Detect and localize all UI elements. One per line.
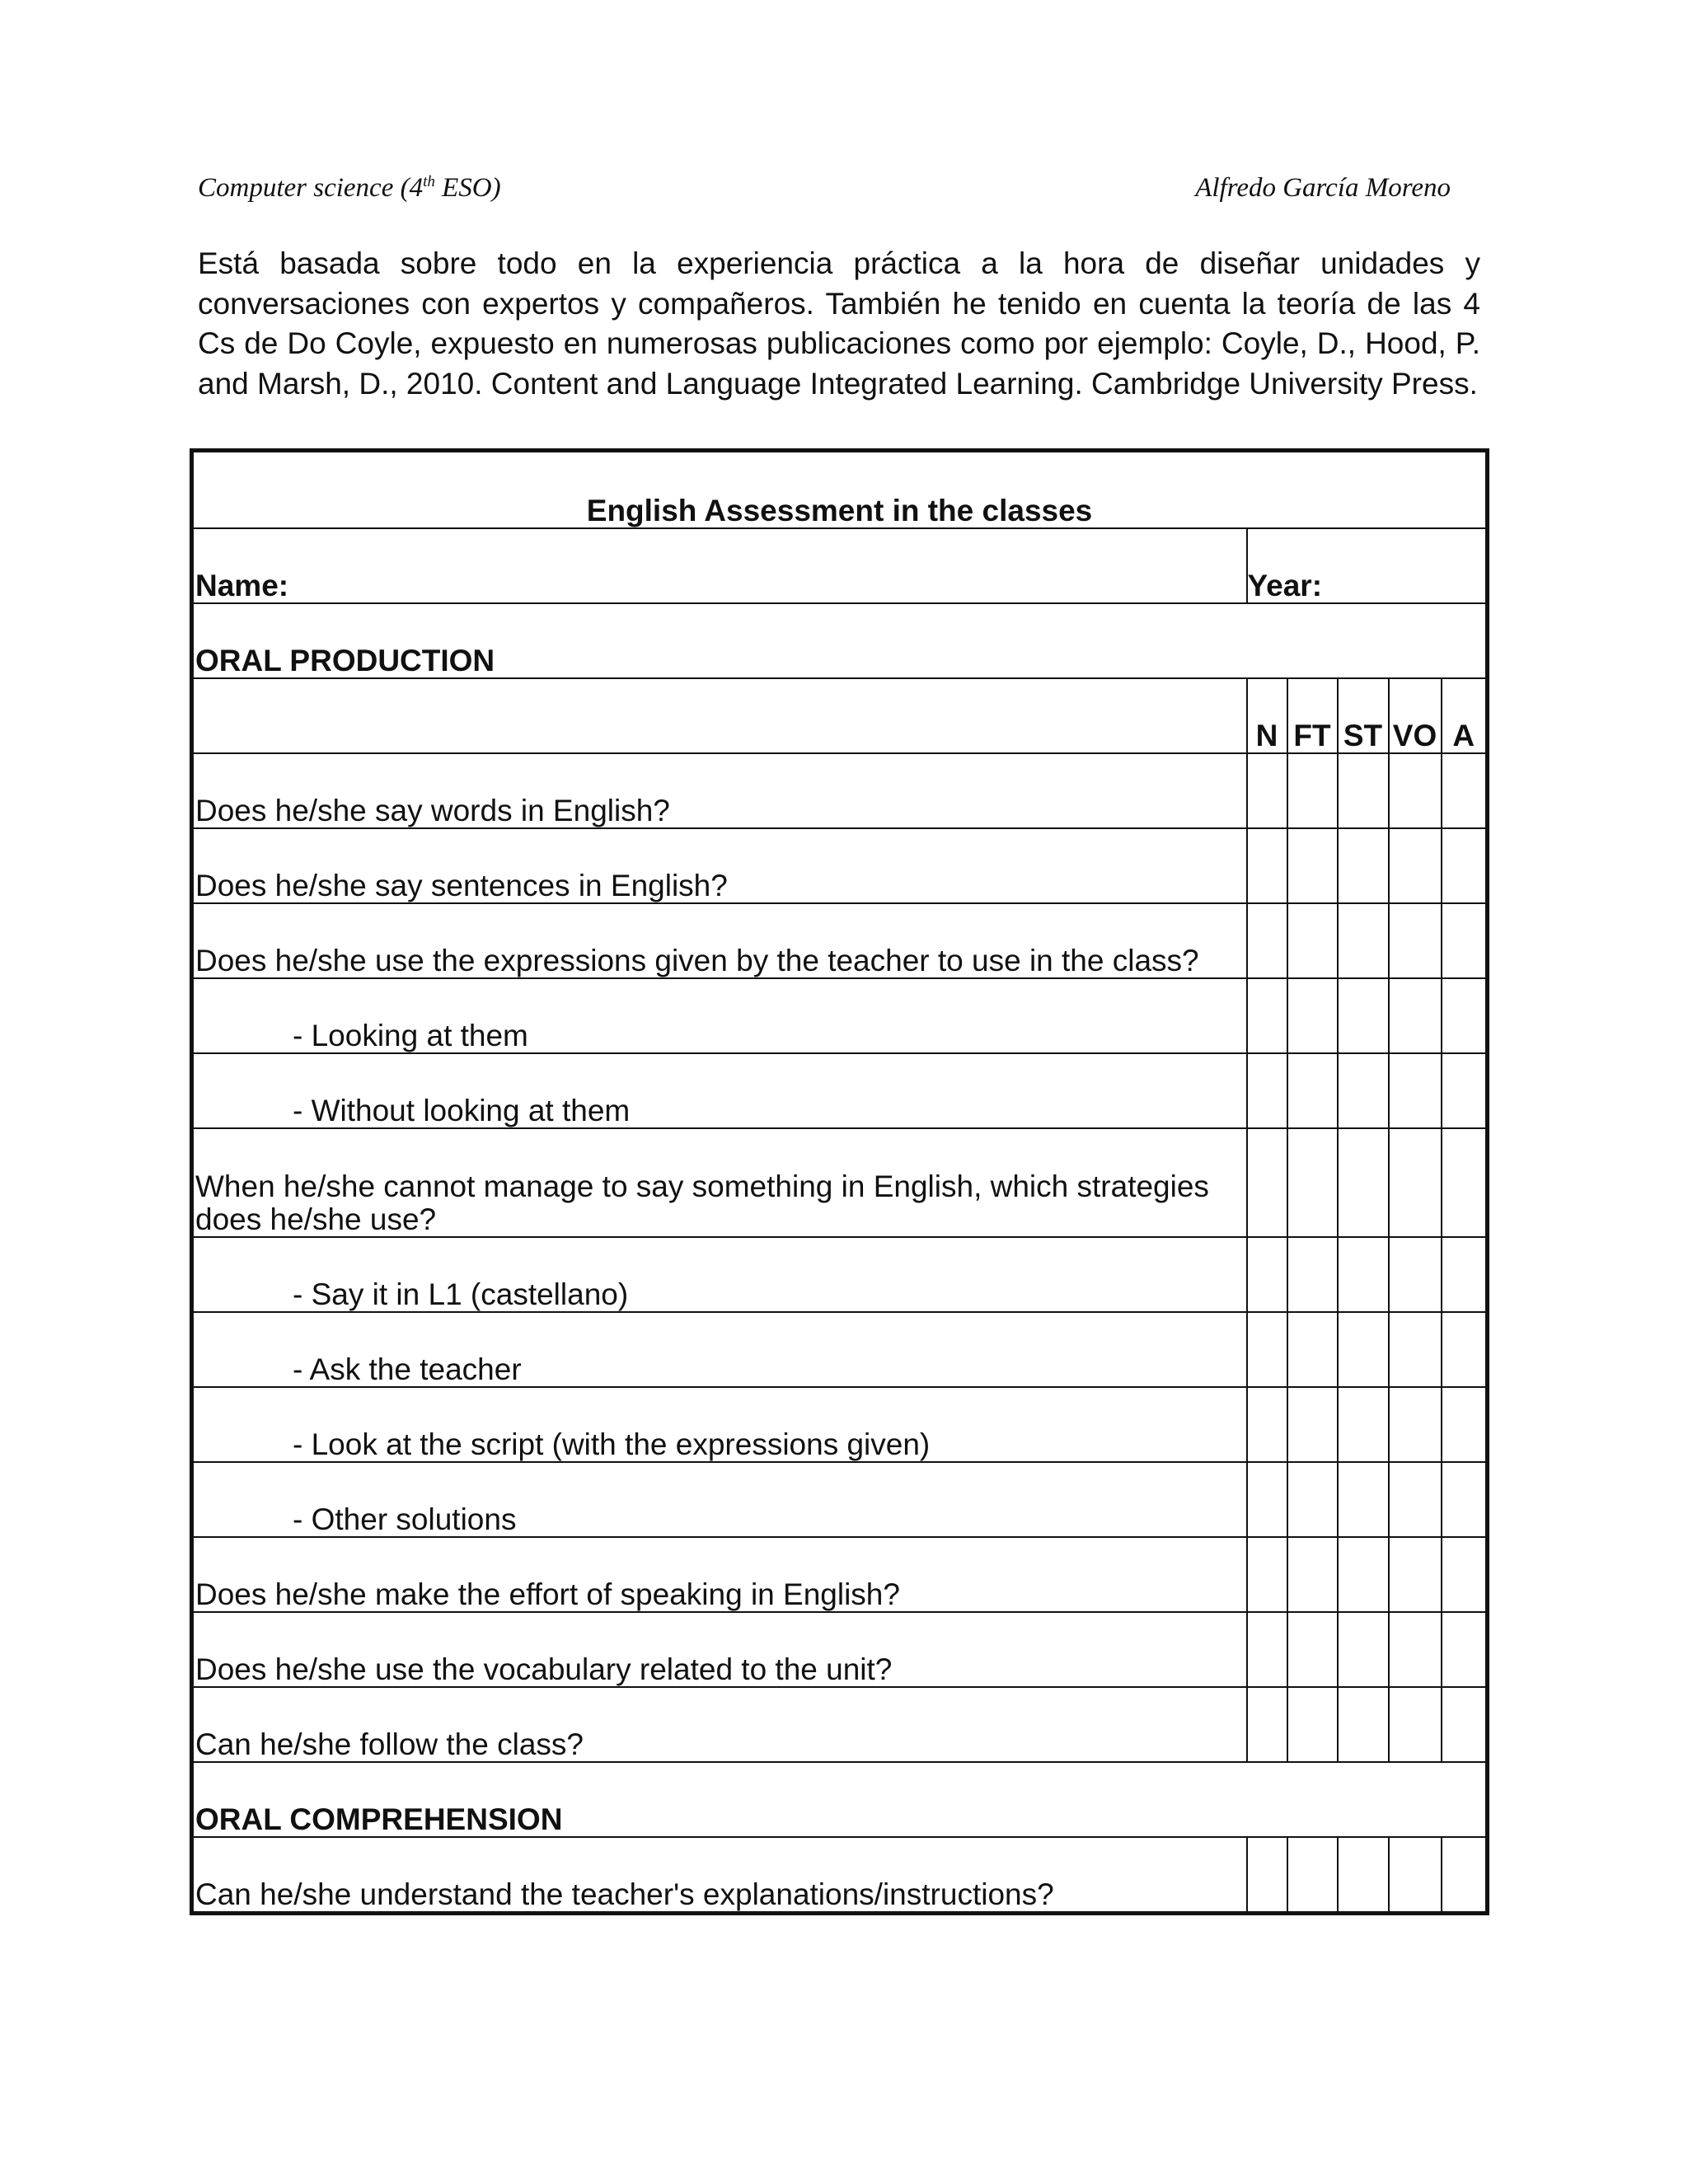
table-row [192,1462,1488,1537]
rating-cell-a[interactable] [1442,753,1488,828]
table-row [192,1687,1488,1762]
header-left: Computer science (4th ESO) [198,173,501,203]
row-question: Can he/she follow the class? [192,1687,1247,1762]
section-oral-comprehension: ORAL COMPREHENSION [192,1762,1488,1837]
row-question: - Looking at them [192,978,1247,1053]
rating-cell-vo[interactable] [1389,1837,1442,1914]
rating-cell-ft[interactable] [1287,828,1338,903]
rating-cell-st[interactable] [1338,1237,1389,1312]
table-row [192,1237,1488,1312]
rating-cell-n[interactable] [1247,1687,1287,1762]
rating-cell-a[interactable] [1442,1837,1488,1914]
rating-cell-ft[interactable] [1287,978,1338,1053]
header-right: Alfredo García Moreno [1195,173,1451,203]
rating-cell-a[interactable] [1442,1387,1488,1462]
table-row [192,828,1488,903]
column-header-a: A [1442,678,1488,753]
rating-cell-a[interactable] [1442,903,1488,978]
row-question: Does he/she use the expressions given by the teacher to use in the class? [192,903,1247,978]
rating-cell-ft[interactable] [1287,1312,1338,1387]
rating-cell-a[interactable] [1442,1462,1488,1537]
rating-cell-vo[interactable] [1389,978,1442,1053]
rating-cell-vo[interactable] [1389,1053,1442,1128]
rating-cell-st[interactable] [1338,1128,1389,1237]
row-question: When he/she cannot manage to say something in English, which strategies does he/she use? [192,1128,1247,1237]
rating-cell-a[interactable] [1442,1687,1488,1762]
rating-cell-n[interactable] [1247,753,1287,828]
rating-cell-vo[interactable] [1389,1128,1442,1237]
rating-cell-n[interactable] [1247,1053,1287,1128]
rating-cell-vo[interactable] [1389,1612,1442,1687]
table-row [192,903,1488,978]
column-header-spacer [192,678,1247,753]
rating-cell-n[interactable] [1247,978,1287,1053]
rating-cell-vo[interactable] [1389,1387,1442,1462]
assessment-table [190,448,1489,1915]
row-question: - Look at the script (with the expressions given) [192,1387,1247,1462]
table-row [192,1537,1488,1612]
page-header [198,173,1451,204]
table-row [192,1387,1488,1462]
row-question: - Other solutions [192,1462,1247,1537]
rating-cell-st[interactable] [1338,1537,1389,1612]
rating-cell-vo[interactable] [1389,1687,1442,1762]
row-question: Does he/she say sentences in English? [192,828,1247,903]
rating-cell-st[interactable] [1338,1612,1389,1687]
rating-cell-a[interactable] [1442,1053,1488,1128]
rating-cell-n[interactable] [1247,1837,1287,1914]
rating-cell-st[interactable] [1338,828,1389,903]
row-question: Can he/she understand the teacher's explanations/instructions? [192,1837,1247,1914]
row-question: Does he/she make the effort of speaking in English? [192,1537,1247,1612]
rating-cell-vo[interactable] [1389,828,1442,903]
rating-cell-a[interactable] [1442,1312,1488,1387]
rating-cell-n[interactable] [1247,1237,1287,1312]
rating-cell-st[interactable] [1338,1837,1389,1914]
row-question: - Say it in L1 (castellano) [192,1237,1247,1312]
rating-cell-n[interactable] [1247,1462,1287,1537]
rating-cell-a[interactable] [1442,828,1488,903]
rating-cell-st[interactable] [1338,1387,1389,1462]
rating-cell-n[interactable] [1247,828,1287,903]
year-label: Year: [1247,528,1488,603]
rating-cell-n[interactable] [1247,1537,1287,1612]
rating-cell-n[interactable] [1247,1312,1287,1387]
rating-cell-vo[interactable] [1389,1237,1442,1312]
rating-cell-ft[interactable] [1287,1612,1338,1687]
table-row [192,753,1488,828]
rating-cell-n[interactable] [1247,1612,1287,1687]
rating-cell-ft[interactable] [1287,1387,1338,1462]
row-question: - Ask the teacher [192,1312,1247,1387]
rating-cell-st[interactable] [1338,1462,1389,1537]
name-label: Name: [192,528,1247,603]
rating-cell-a[interactable] [1442,1237,1488,1312]
rating-cell-n[interactable] [1247,903,1287,978]
table-title: English Assessment in the classes [192,451,1488,529]
rating-cell-a[interactable] [1442,1612,1488,1687]
rating-cell-a[interactable] [1442,1537,1488,1612]
rating-cell-ft[interactable] [1287,753,1338,828]
table-row [192,978,1488,1053]
rating-cell-vo[interactable] [1389,753,1442,828]
rating-cell-ft[interactable] [1287,1128,1338,1237]
table-row [192,1312,1488,1387]
rating-cell-ft[interactable] [1287,1053,1338,1128]
rating-cell-vo[interactable] [1389,1312,1442,1387]
rating-cell-ft[interactable] [1287,1462,1338,1537]
table-row [192,1128,1488,1237]
rating-cell-vo[interactable] [1389,903,1442,978]
rating-cell-n[interactable] [1247,1128,1287,1237]
table-row [192,1612,1488,1687]
rating-cell-ft[interactable] [1287,903,1338,978]
column-header-n: N [1247,678,1287,753]
column-header-vo: VO [1389,678,1442,753]
section-oral-production: ORAL PRODUCTION [192,603,1488,678]
column-header-ft: FT [1287,678,1338,753]
column-header-st: ST [1338,678,1389,753]
rating-cell-st[interactable] [1338,1053,1389,1128]
rating-cell-st[interactable] [1338,1312,1389,1387]
rating-cell-ft[interactable] [1287,1837,1338,1914]
rating-cell-ft[interactable] [1287,1237,1338,1312]
table-row [192,1837,1488,1914]
table-row [192,1053,1488,1128]
rating-cell-a[interactable] [1442,1128,1488,1237]
row-question: - Without looking at them [192,1053,1247,1128]
rating-cell-vo[interactable] [1389,1462,1442,1537]
intro-paragraph: Está basada sobre todo en la experiencia práctica a la hora de diseñar unidades y conversaciones con expertos y compañeros. También he tenido en cuenta la teoría de las 4 Cs de Do Coyle, expuesto en numerosas publicaciones como por ejemplo: Coyle, D., Hood, P. and Marsh, D., 2010. Content and Language Integrated Learning. Cambridge University Press. [198,246,1480,401]
rating-cell-n[interactable] [1247,1387,1287,1462]
rating-cell-st[interactable] [1338,753,1389,828]
rating-cell-st[interactable] [1338,978,1389,1053]
row-question: Does he/she say words in English? [192,753,1247,828]
rating-cell-st[interactable] [1338,903,1389,978]
rating-cell-ft[interactable] [1287,1687,1338,1762]
rating-cell-a[interactable] [1442,978,1488,1053]
rating-cell-st[interactable] [1338,1687,1389,1762]
rating-cell-vo[interactable] [1389,1537,1442,1612]
rating-cell-ft[interactable] [1287,1537,1338,1612]
row-question: Does he/she use the vocabulary related to the unit? [192,1612,1247,1687]
